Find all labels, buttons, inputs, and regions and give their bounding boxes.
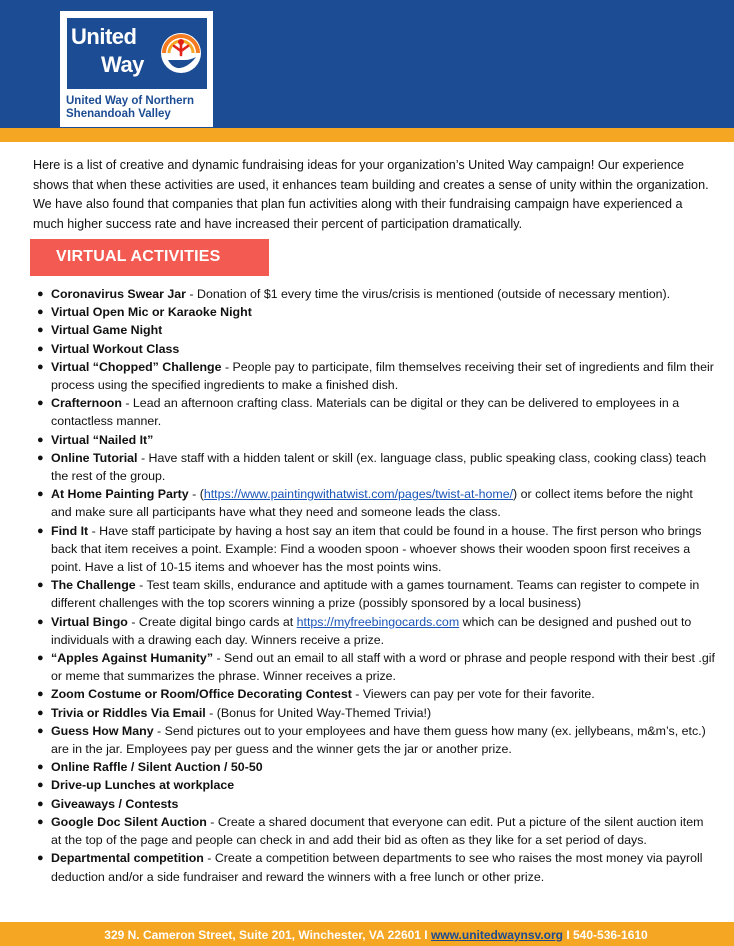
activity-description: - Have staff participate by having a host say an item that could be found in a house. The first person who brings back that item receives a point. Example: Find a wooden spoon - whoever shows their wooden spoon first receives a point. Have a list of 10-15 items and whoever has the most points wins.	[51, 523, 702, 575]
activity-description: - Lead an afternoon crafting class. Materials can be digital or they can be delivered to employees in a contactless manner.	[51, 396, 680, 429]
bullet-icon: ●	[37, 360, 44, 373]
activity-description-cont: ) or collect items before the night and make sure all participants have what they need and someone leads the class.	[51, 487, 693, 520]
activity-description: - Create a shared document that everyone can edit. Put a picture of the silent auction item at the top of the page and people can check in and add their bid as often as they like for a set period of days.	[51, 814, 704, 848]
activity-description: - Have staff with a hidden talent or skill (ex. language class, public speaking class, cooking class) teach the rest of the group.	[51, 450, 707, 484]
activity-description-cont: which can be designed and pushed out to individuals with a drawing each day. Winners receive a prize.	[51, 614, 692, 647]
bullet-icon: ●	[37, 288, 44, 300]
activity-link[interactable]: https://myfreebingocards.com	[296, 614, 460, 629]
bullet-icon: ●	[37, 433, 44, 446]
activity-name: Virtual Open Mic or Karaoke Night	[51, 305, 252, 320]
bullet-icon: ●	[37, 488, 44, 501]
activity-item	[37, 321, 716, 339]
logo-word-way: Way	[101, 52, 144, 77]
activity-item	[37, 649, 716, 685]
activity-name: Virtual “Chopped” Challenge	[51, 359, 222, 374]
activity-item	[37, 813, 716, 849]
logo-word-united: United	[71, 24, 137, 49]
activity-item	[37, 449, 716, 485]
bullet-icon: ●	[37, 797, 44, 810]
activity-description: - Send pictures out to your employees and have them guess how many (ex. jellybeans, m&m’s, etc.) are in the jar. Employees pay per guess and the winner gets the jar or another prize.	[51, 723, 706, 757]
activity-description: - People pay to participate, film themselves receiving their set of ingredients and film their process using the specified ingredients to make a finished dish.	[51, 359, 714, 393]
logo-mark	[67, 18, 207, 89]
bullet-icon: ●	[37, 324, 44, 337]
activity-name: Giveaways / Contests	[51, 796, 179, 811]
activity-description: - Create a competition between departments to see who raises the most money via payroll deduction and/or a side fundraiser and reward the winners with a free lunch or other prize.	[51, 851, 703, 884]
bullet-icon: ●	[37, 706, 44, 719]
bullet-icon: ●	[37, 688, 44, 701]
bullet-icon: ●	[37, 779, 44, 792]
activity-name: Online Raffle / Silent Auction / 50-50	[51, 760, 263, 775]
activity-description: - Test team skills, endurance and aptitude with a games tournament. Teams can register to compete in different challenges with the top scorers winning a prize (possibly sponsored by a local business)	[51, 578, 700, 611]
bullet-icon: ●	[37, 615, 44, 628]
activity-item	[37, 795, 716, 813]
bullet-icon: ●	[37, 524, 44, 537]
bullet-icon: ●	[37, 342, 44, 355]
activity-name: Online Tutorial	[51, 450, 138, 465]
activity-item	[37, 685, 716, 703]
activity-description: - Viewers can pay per vote for their favorite.	[351, 687, 595, 702]
activity-item	[37, 358, 716, 394]
logo-subtitle: United Way of Northern Shenandoah Valley	[66, 95, 194, 120]
activity-name: The Challenge	[51, 578, 136, 593]
activity-name: Virtual Workout Class	[51, 341, 180, 356]
bullet-icon: ●	[37, 852, 44, 865]
activity-item	[37, 394, 716, 430]
activity-name: Coronavirus Swear Jar	[51, 287, 186, 301]
activity-description: - Send out an email to all staff with a word or phrase and people respond with their best .gif or meme that summarizes the phrase. Winner receives a prize.	[51, 651, 715, 684]
footer-website-link[interactable]: www.unitedwaynsv.org	[430, 928, 563, 942]
activity-name: Virtual “Nailed It”	[51, 432, 154, 447]
section-title: VIRTUAL ACTIVITIES	[56, 248, 221, 265]
activity-name: Drive-up Lunches at workplace	[51, 778, 235, 793]
activity-item	[37, 285, 716, 303]
activity-description: - (Bonus for United Way-Themed Trivia!)	[205, 705, 432, 720]
intro-paragraph: Here is a list of creative and dynamic fundraising ideas for your organization’s United Way campaign! Our experience shows that when these activities are used, it enhances team building and creates a sense of unity within the organization. We have also found that companies that plan fun activities along with their fundraising campaign have experienced a much higher success rate and have increased their percent of participation dramatically.	[33, 158, 709, 231]
activity-name: Trivia or Riddles Via Email	[51, 705, 206, 720]
header-accent-stripe	[0, 128, 734, 142]
bullet-icon: ●	[37, 815, 44, 828]
activity-name: At Home Painting Party	[51, 487, 189, 502]
activity-link[interactable]: https://www.paintingwithatwist.com/pages/twist-at-home/	[203, 487, 514, 502]
activity-item	[37, 340, 716, 358]
bullet-icon: ●	[37, 652, 44, 665]
activity-item	[37, 485, 716, 521]
activity-name: Virtual Bingo	[51, 614, 128, 629]
footer-address: 329 N. Cameron Street, Suite 201, Winchester, VA 22601 I	[104, 928, 431, 942]
activity-description: - Donation of $1 every time the virus/crisis is mentioned (outside of necessary mention).	[185, 287, 671, 301]
bullet-icon: ●	[37, 451, 44, 464]
activity-name: Google Doc Silent Auction	[51, 814, 207, 829]
activity-name: Departmental competition	[51, 851, 204, 866]
activity-name: Zoom Costume or Room/Office Decorating Contest	[51, 687, 352, 702]
united-way-logo[interactable]	[60, 11, 213, 127]
hand-rainbow-icon	[160, 27, 202, 79]
activity-item	[37, 522, 716, 577]
activity-description: - Create digital bingo cards at	[127, 614, 297, 629]
bullet-icon: ●	[37, 397, 44, 410]
activity-name: Guess How Many	[51, 723, 154, 738]
activity-item	[37, 849, 716, 885]
activity-item	[37, 431, 716, 449]
activity-item	[37, 704, 716, 722]
activity-item	[37, 722, 716, 758]
bullet-icon: ●	[37, 306, 44, 319]
activity-name: Virtual Game Night	[51, 323, 163, 338]
footer-band	[0, 922, 734, 946]
activity-item	[37, 576, 716, 612]
bullet-icon: ●	[37, 579, 44, 592]
footer-phone: I 540-536-1610	[563, 928, 648, 942]
activity-item	[37, 303, 716, 321]
activity-item	[37, 613, 716, 649]
activity-name: Find It	[51, 523, 89, 538]
activity-name: “Apples Against Humanity”	[51, 651, 214, 666]
activity-item	[37, 758, 716, 776]
activity-list	[37, 285, 716, 886]
bullet-icon: ●	[37, 761, 44, 774]
activity-item	[37, 776, 716, 794]
section-banner	[30, 239, 269, 276]
activity-description: - (	[188, 487, 204, 502]
activity-name: Crafternoon	[51, 396, 122, 411]
bullet-icon: ●	[37, 724, 44, 737]
